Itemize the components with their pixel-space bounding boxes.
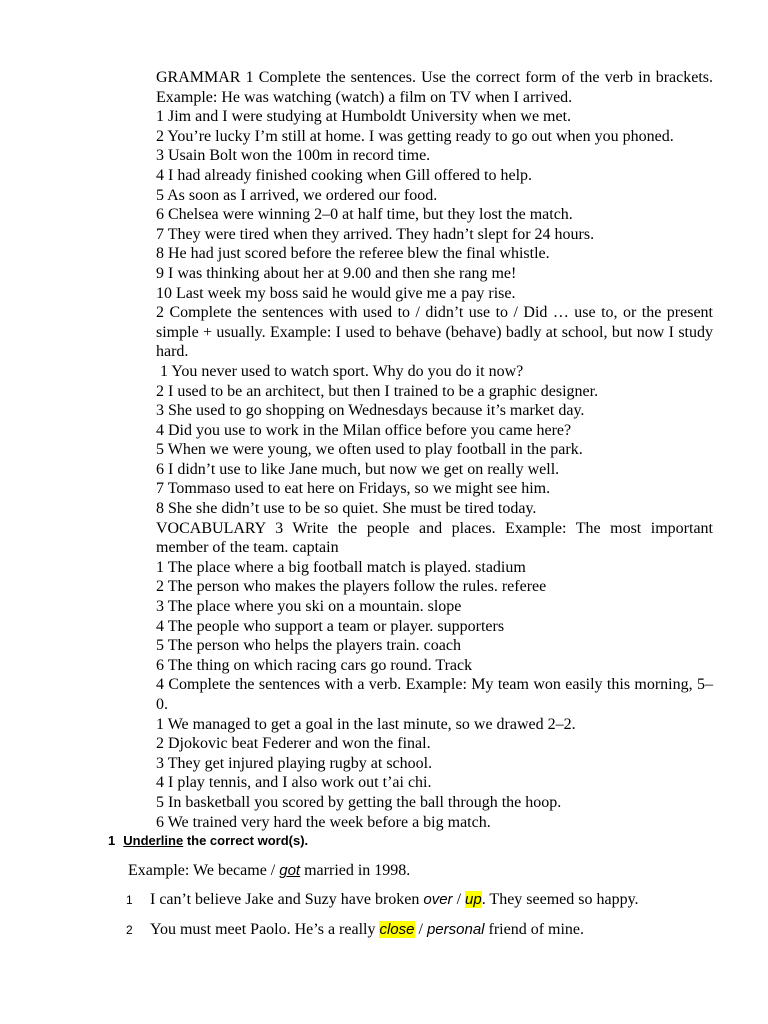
vocabulary-3-instructions: VOCABULARY 3 Write the people and places. Example: The most important member of the team. captain xyxy=(156,519,713,557)
question-text-before: You must meet Paolo. He’s a really xyxy=(150,921,380,939)
option-a-highlighted[interactable]: close xyxy=(379,921,415,939)
grammar-1-item: 6 Chelsea were winning 2–0 at half time, but they lost the match. xyxy=(156,206,573,224)
question-text-before: I can’t believe Jake and Suzy have broken xyxy=(150,891,424,909)
vocabulary-4-item: 1 We managed to get a goal in the last minute, so we drawed 2–2. xyxy=(156,715,576,733)
grammar-2-item: 1 You never used to watch sport. Why do you do it now? xyxy=(156,362,524,380)
grammar-1-item: 2 You’re lucky I’m still at home. I was getting ready to go out when you phoned. xyxy=(156,127,674,145)
grammar-2-item: 3 She used to go shopping on Wednesdays because it’s market day. xyxy=(156,402,585,420)
vocabulary-4-item: 6 We trained very hard the week before a big match. xyxy=(156,813,491,831)
vocabulary-3-item: 2 The person who makes the players follow the rules. referee xyxy=(156,578,547,596)
exercise-1-heading xyxy=(108,833,713,849)
option-separator: / xyxy=(452,891,466,909)
example-text-after: married in 1998. xyxy=(300,862,411,880)
instruction-underline-word: Underline xyxy=(123,833,184,849)
option-b[interactable]: personal xyxy=(426,921,485,939)
vocabulary-3-item: 4 The people who support a team or player. supporters xyxy=(156,617,505,635)
grammar-1-instructions: GRAMMAR 1 Complete the sentences. Use the correct form of the verb in brackets. Example: He was watching (watch) a film on TV when I arrived. xyxy=(156,69,713,106)
vocabulary-4-item: 4 I play tennis, and I also work out t’ai chi. xyxy=(156,774,432,792)
exercise-number: 1 xyxy=(108,833,116,849)
grammar-2-item: 7 Tommaso used to eat here on Fridays, so we might see him. xyxy=(156,480,551,498)
grammar-1-item: 10 Last week my boss said he would give me a pay rise. xyxy=(156,284,516,302)
exercise-1-question xyxy=(110,919,713,941)
grammar-1-item: 3 Usain Bolt won the 100m in record time. xyxy=(156,147,431,165)
question-number: 2 xyxy=(126,923,133,938)
vocabulary-3-item: 6 The thing on which racing cars go round. Track xyxy=(156,656,473,674)
vocabulary-4-item: 5 In basketball you scored by getting the ball through the hoop. xyxy=(156,793,562,811)
grammar-1-item: 5 As soon as I arrived, we ordered our food. xyxy=(156,186,438,204)
option-a[interactable]: over xyxy=(423,891,453,909)
vocabulary-3-item: 1 The place where a big football match is played. stadium xyxy=(156,558,526,576)
question-text-after: friend of mine. xyxy=(484,921,585,939)
example-text-before: Example: We became / xyxy=(128,862,280,880)
grammar-1-item: 7 They were tired when they arrived. They hadn’t slept for 24 hours. xyxy=(156,225,595,243)
exercise-1-example xyxy=(110,861,713,881)
option-separator: / xyxy=(414,921,427,939)
vocabulary-3-item: 5 The person who helps the players train. coach xyxy=(156,637,461,655)
example-answer: got xyxy=(279,862,301,880)
vocabulary-3-item: 3 The place where you ski on a mountain. slope xyxy=(156,598,462,616)
grammar-2-item: 5 When we were young, we often used to play football in the park. xyxy=(156,441,583,459)
option-b-highlighted[interactable]: up xyxy=(465,891,482,909)
vocabulary-4-instructions: 4 Complete the sentences with a verb. Example: My team won easily this morning, 5–0. xyxy=(156,676,713,713)
grammar-2-item: 4 Did you use to work in the Milan office before you came here? xyxy=(156,421,572,439)
worksheet xyxy=(110,68,713,941)
exercise-1-question xyxy=(110,889,713,911)
instruction-text: the correct word(s). xyxy=(183,833,309,849)
grammar-1-item: 1 Jim and I were studying at Humboldt University when we met. xyxy=(156,108,572,126)
question-number: 1 xyxy=(126,893,133,908)
vocabulary-4-item: 2 Djokovic beat Federer and won the final. xyxy=(156,735,431,753)
grammar-2-instructions: 2 Complete the sentences with used to / didn’t use to / Did … use to, or the present simple + usually. Example: I used to behave (behave) badly at school, but now I study hard. xyxy=(156,304,713,361)
question-text-after: . They seemed so happy. xyxy=(481,891,639,909)
grammar-2-item: 8 She she didn’t use to be so quiet. She must be tired today. xyxy=(156,500,537,518)
grammar-2-item: 2 I used to be an architect, but then I trained to be a graphic designer. xyxy=(156,382,599,400)
grammar-1-item: 8 He had just scored before the referee blew the final whistle. xyxy=(156,245,550,263)
vocabulary-4-item: 3 They get injured playing rugby at school. xyxy=(156,754,433,772)
grammar-1-item: 4 I had already finished cooking when Gill offered to help. xyxy=(156,166,533,184)
grammar-2-item: 6 I didn’t use to like Jane much, but now we get on really well. xyxy=(156,460,560,478)
grammar-1-item: 9 I was thinking about her at 9.00 and then she rang me! xyxy=(156,264,517,282)
